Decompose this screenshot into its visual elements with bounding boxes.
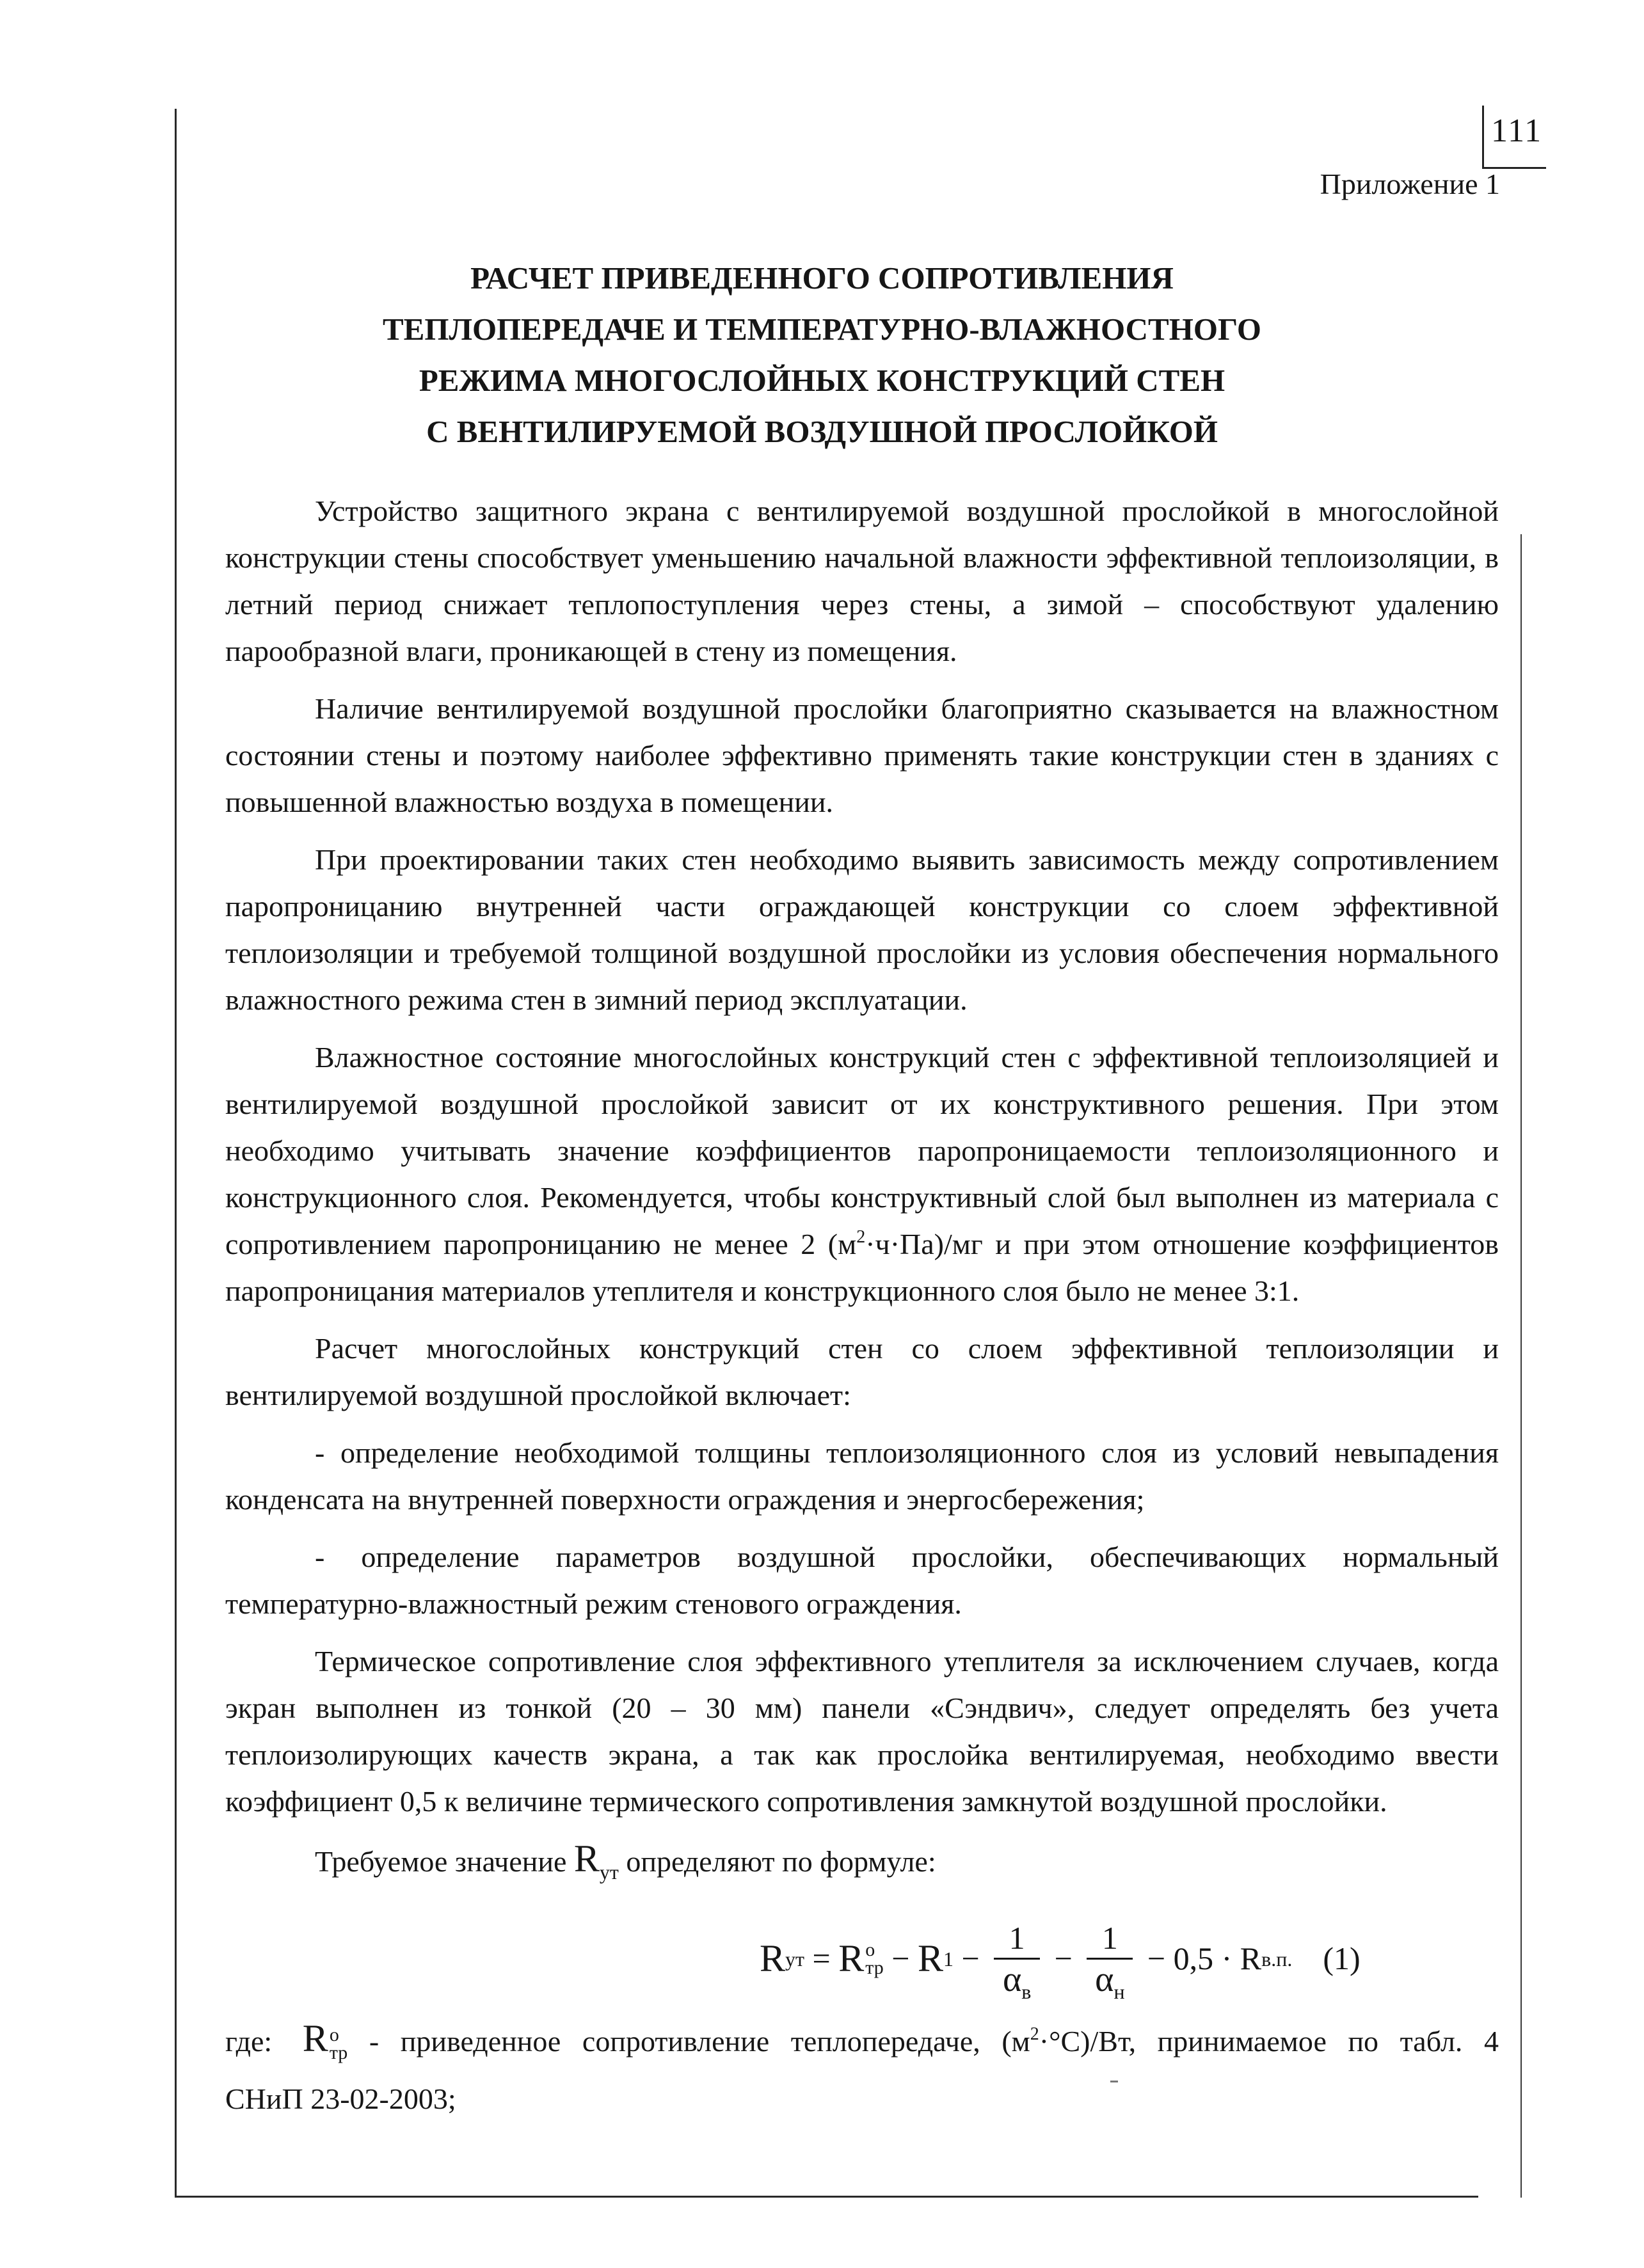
subscript: н: [1113, 1980, 1125, 2003]
title-line: С ВЕНТИЛИРУЕМОЙ ВОЗДУШНОЙ ПРОСЛОЙКОЙ: [426, 414, 1218, 449]
sup-sub: [865, 1941, 883, 1977]
subscript: тр: [865, 1956, 884, 1978]
numerator: 1: [1101, 1920, 1118, 1956]
paragraph: [225, 1034, 1499, 1314]
subscript: тр: [329, 2042, 348, 2064]
symbol-r: R: [573, 1837, 600, 1880]
where-clause-continuation: СНиП 23-02-2003;: [225, 2082, 456, 2115]
fraction-alpha-v: [994, 1918, 1040, 2003]
where-lead: где:: [225, 2025, 273, 2058]
paragraph-text: ·ч·Па)/мг и при этом отношение коэффициентов паропроницания материалов утеплителя и конструкционного слоя было не менее 3:1.: [225, 1228, 1499, 1307]
where-text: ·°С)/Вт, принимаемое по табл. 4: [1039, 2025, 1499, 2058]
page-border-right: [1520, 534, 1522, 2198]
sup-sub: [330, 2026, 347, 2062]
title-line: РЕЖИМА МНОГОСЛОЙНЫХ КОНСТРУКЦИЙ СТЕН: [419, 363, 1225, 398]
minus-sign: −: [953, 1940, 988, 1976]
formula-intro: [225, 1836, 1499, 1885]
body-text: [225, 488, 1499, 2133]
denominator: [1095, 1960, 1125, 2003]
equation-number: (1): [1323, 1940, 1361, 1976]
paragraph: Устройство защитного экрана с вентилируемой воздушной прослойкой в многослойной конструкции стены способствует уменьшению начальной влажности эффективной теплоизоляции, в летний период снижает теплопоступления через стены, а зимой – способствуют удалению парообразной влаги, проникающей в стену из помещения.: [225, 495, 1499, 667]
where-clause: [225, 2015, 1499, 2065]
paragraph: Наличие вентилируемой воздушной прослойки благоприятно сказывается на влажностном состоянии стены и поэтому наиболее эффективно применять такие конструкции стен в зданиях с повышенной влажностью воздуха в помещении.: [225, 692, 1499, 818]
denominator: [1002, 1960, 1032, 2003]
minus-sign: −: [1139, 1940, 1174, 1976]
paragraph-text: Влажностное состояние многослойных конструкций стен с эффективной теплоизоляцией и вентилируемой воздушной прослойкой зависит от их конструктивного решения. При этом необходимо учитывать значение коэффициентов паропроницаемости теплоизоляционного и конструкционного слоя. Рекомендуется, чтобы конструктивный слой был выполнен из материала с сопротивлением паропроницанию не менее 2 (м: [225, 1041, 1499, 1260]
formula-line: R ут = R о тр − R 1 − $\frac{1}{\alpha_в}$ − $\frac{1}{\alpha_н}$ − 0,5 · R в.п. (1): [760, 1918, 1361, 1999]
equals-sign: =: [804, 1940, 839, 1976]
minus-sign: −: [1046, 1940, 1081, 1976]
alpha-symbol: α: [1002, 1960, 1022, 1999]
paragraph: Термическое сопротивление слоя эффективного утеплителя за исключением случаев, когда экран выполнен из тонкой (20 – 30 мм) панели «Сэндвич», следует определять без учета теплоизолирующих качеств экрана, а так как прослойка вентилируемая, необходимо ввести коэффициент 0,5 к величине термического сопротивления замкнутой воздушной прослойки.: [225, 1645, 1499, 1818]
formula-term-coef: 0,5 · R: [1173, 1940, 1262, 1976]
numerator: 1: [1009, 1920, 1025, 1956]
appendix-label: Приложение 1: [1320, 168, 1500, 200]
scan-mark: [1110, 2081, 1118, 2082]
formula-1: [225, 1896, 1499, 2008]
title-line: ТЕПЛОПЕРЕДАЧЕ И ТЕМПЕРАТУРНО-ВЛАЖНОСТНОГО: [382, 312, 1262, 347]
formula-term-r1: R: [917, 1937, 943, 1979]
document-title: [0, 253, 1644, 457]
where-text: - приведенное сопротивление теплопередаче, (м: [369, 2025, 1030, 2058]
formula-lhs: R: [760, 1937, 786, 1979]
title-line: РАСЧЕТ ПРИВЕДЕННОГО СОПРОТИВЛЕНИЯ: [470, 260, 1174, 296]
formula-term-r0: R: [838, 1937, 865, 1979]
minus-sign: −: [883, 1940, 918, 1976]
fraction-alpha-n: [1087, 1918, 1133, 2003]
symbol-r0: R: [302, 2017, 328, 2059]
list-item: - определение параметров воздушной прослойки, обеспечивающих нормальный температурно-влажностный режим стенового ограждения.: [225, 1541, 1499, 1620]
subscript: в: [1021, 1980, 1032, 2003]
paragraph: Расчет многослойных конструкций стен со слоем эффективной теплоизоляции и вентилируемой воздушной прослойкой включает:: [225, 1332, 1499, 1411]
page-number: 111: [1491, 113, 1543, 149]
list-item: - определение необходимой толщины теплоизоляционного слоя из условий невыпадения конденсата на внутренней поверхности ограждения и энергосбережения;: [225, 1436, 1499, 1516]
paragraph: При проектировании таких стен необходимо выявить зависимость между сопротивлением паропроницанию внутренней части ограждающей конструкции со слоем эффективной теплоизоляции и требуемой толщиной воздушной прослойки из условия обеспечения нормального влажностного режима стен в зимний период эксплуатации.: [225, 843, 1499, 1016]
paragraph-text: определяют по формуле:: [626, 1845, 936, 1878]
page-border-bottom: [175, 2196, 1478, 2198]
subscript: ут: [599, 1860, 619, 1883]
superscript: о: [329, 2024, 339, 2046]
superscript: о: [865, 1939, 875, 1960]
page-number-box-line: [1482, 106, 1484, 167]
superscript: 2: [1030, 2024, 1039, 2044]
paragraph-text: Требуемое значение: [315, 1845, 567, 1878]
superscript: 2: [856, 1227, 866, 1247]
alpha-symbol: α: [1095, 1960, 1114, 1999]
